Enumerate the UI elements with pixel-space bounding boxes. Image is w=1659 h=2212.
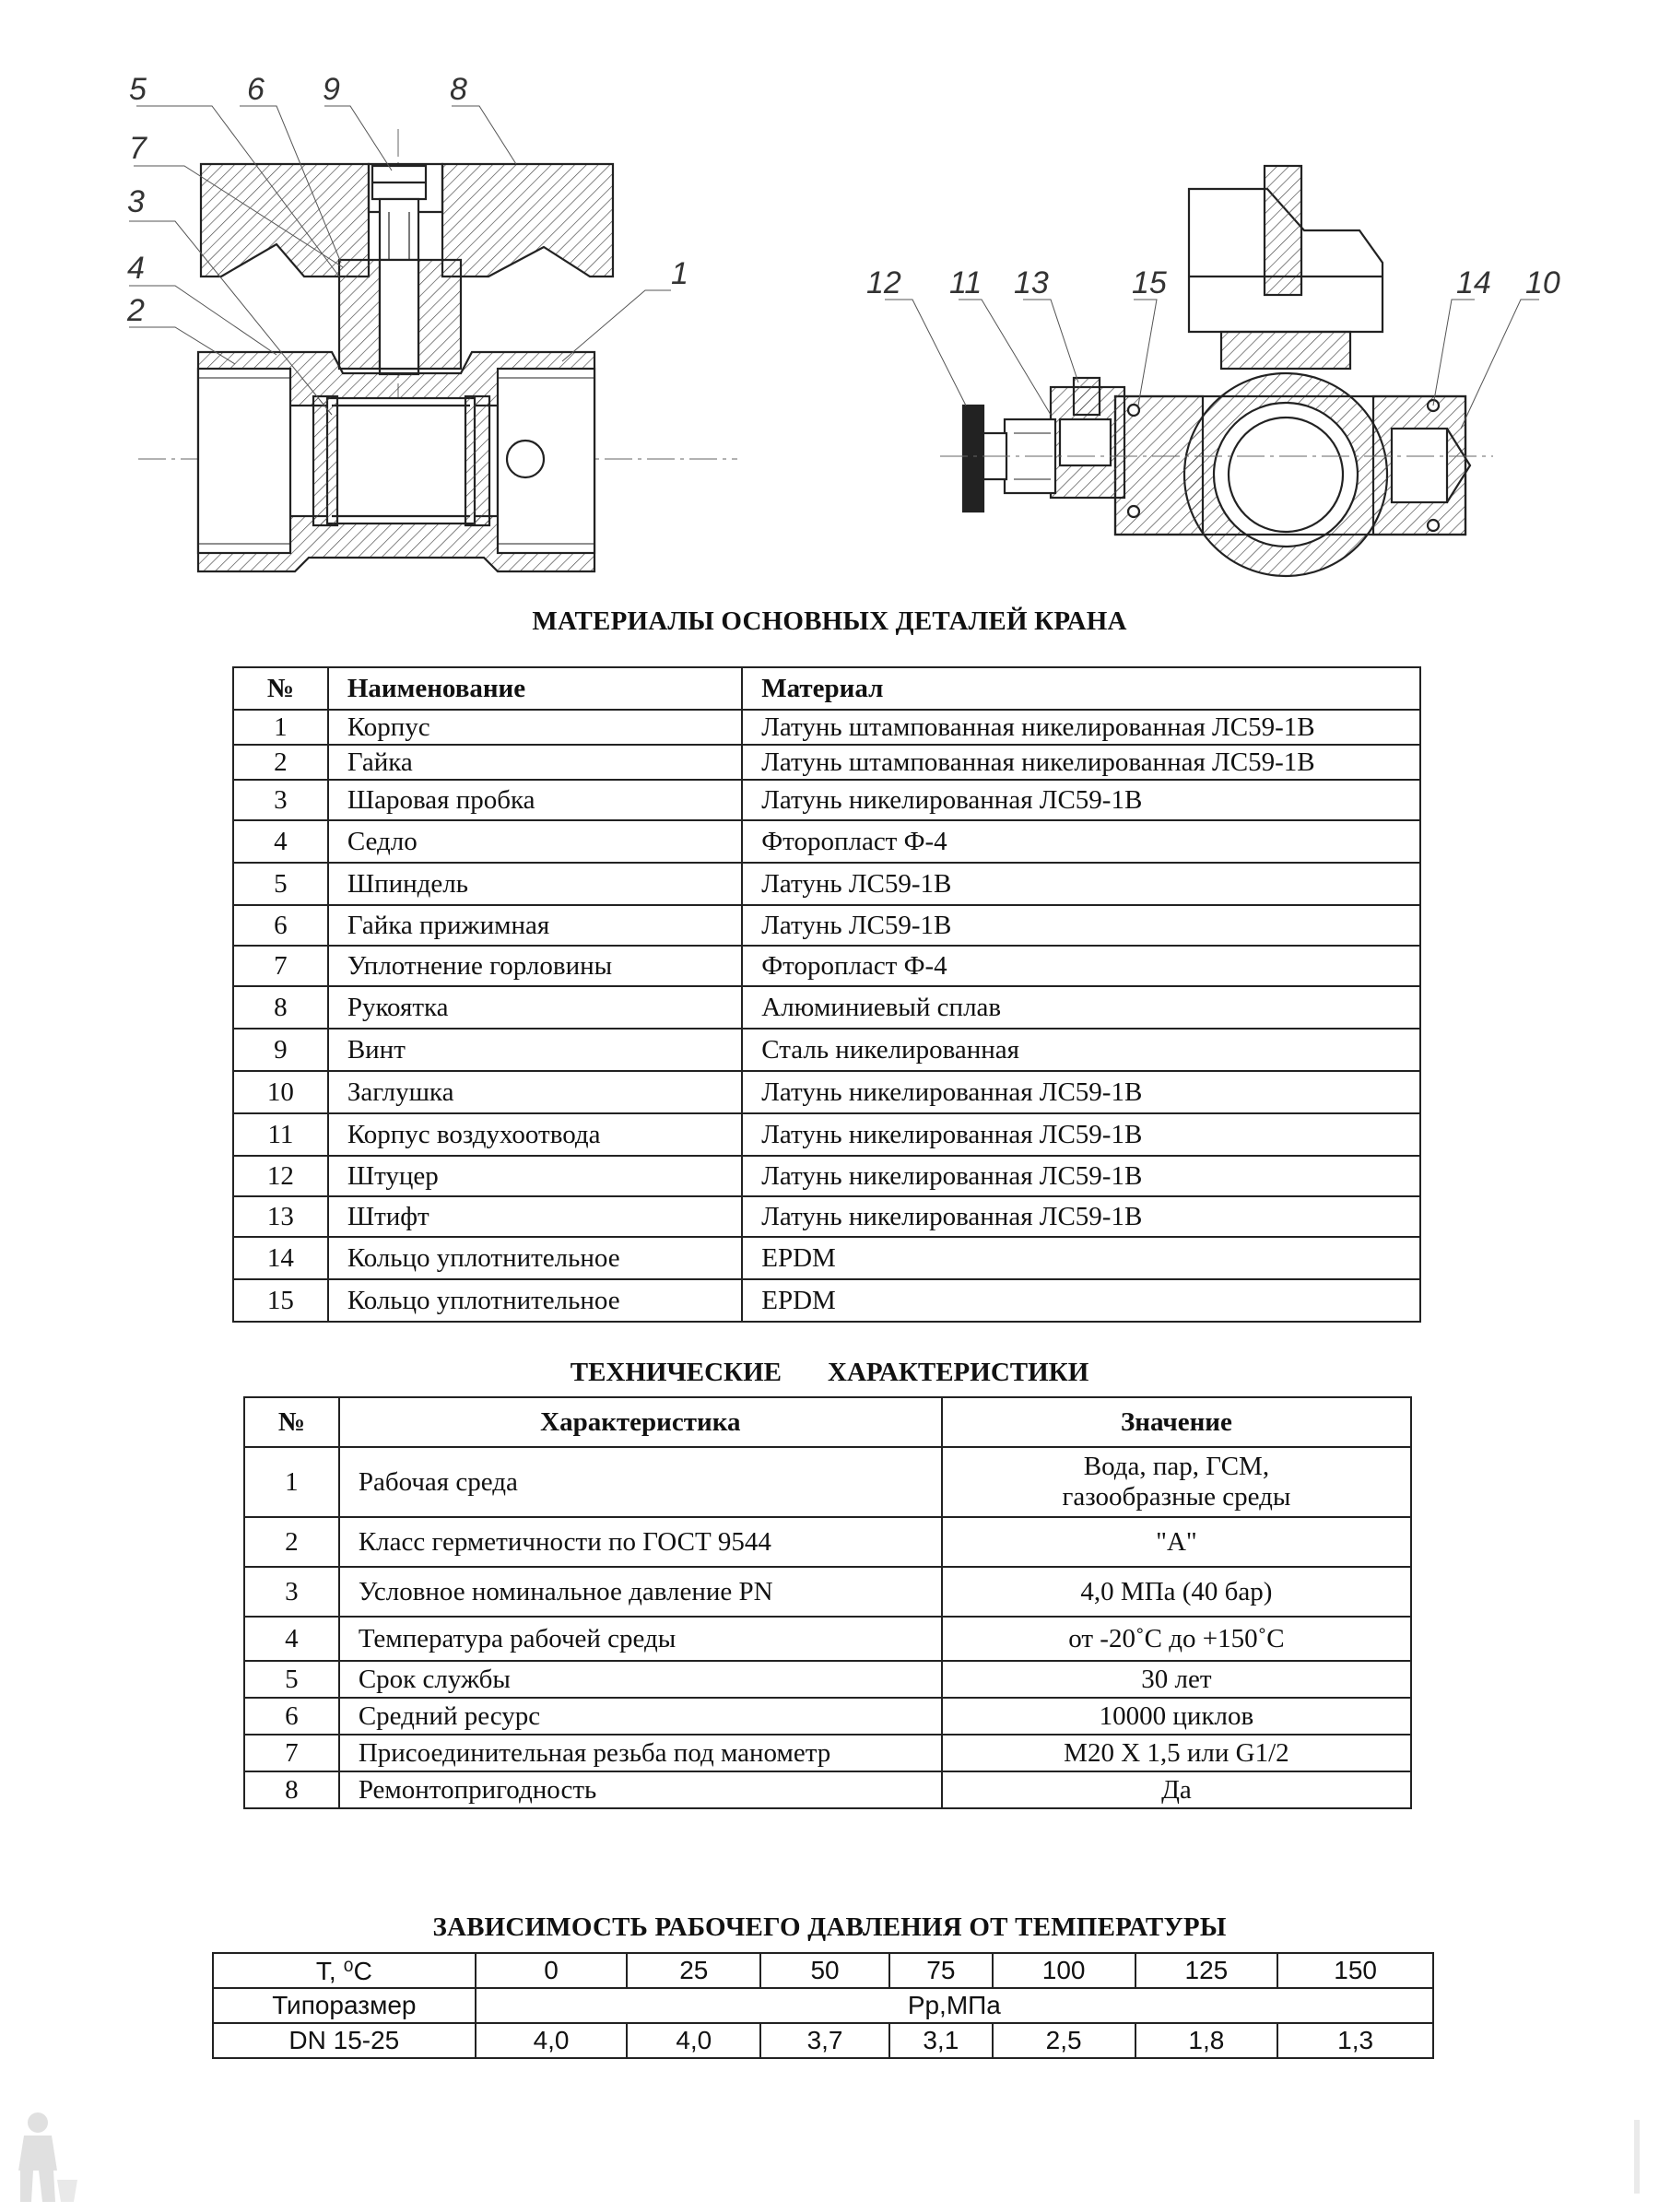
- air-vent-section-drawing: [940, 166, 1493, 576]
- callout-12: 12: [866, 265, 901, 300]
- materials-row: [233, 986, 1420, 1029]
- tech-row: [244, 1447, 1411, 1517]
- callout-8: 8: [450, 72, 467, 107]
- tech-value-line: Да: [1161, 1774, 1192, 1805]
- tech-value-line: 30 лет: [1141, 1664, 1212, 1694]
- temp-cell: 100: [993, 1953, 1135, 1988]
- tech-cell-num: 1: [244, 1447, 339, 1517]
- plumber-watermark-icon: [6, 2106, 79, 2207]
- temp-label: Т, ⁰С: [213, 1953, 476, 1988]
- tech-value-line: М20 Х 1,5 или G1/2: [1064, 1737, 1289, 1768]
- materials-row: [233, 710, 1420, 745]
- pressure-value: 1,3: [1277, 2023, 1433, 2058]
- materials-title: МАТЕРИАЛЫ ОСНОВНЫХ ДЕТАЛЕЙ КРАНА: [532, 606, 1127, 636]
- tech-row: [244, 1735, 1411, 1771]
- materials-cell-material: EPDM: [742, 1279, 1420, 1322]
- callout-14: 14: [1456, 265, 1491, 300]
- materials-row: [233, 905, 1420, 946]
- materials-row: [233, 745, 1420, 780]
- materials-cell-num: 10: [233, 1071, 328, 1113]
- row-label: DN 15-25: [213, 2023, 476, 2058]
- callout-11: 11: [949, 265, 982, 300]
- materials-cell-material: Латунь никелированная ЛС59-1В: [742, 1196, 1420, 1237]
- materials-cell-num: 1: [233, 710, 328, 745]
- tech-value-line: от -20˚С до +150˚С: [1068, 1623, 1285, 1653]
- tech-title-part1: ТЕХНИЧЕСКИЕ: [570, 1358, 782, 1387]
- pressure-table: [212, 1952, 1434, 2059]
- callout-6: 6: [247, 72, 265, 107]
- pressure-title: ЗАВИСИМОСТЬ РАБОЧЕГО ДАВЛЕНИЯ ОТ ТЕМПЕРАТУРЫ: [432, 1912, 1227, 1942]
- materials-table: [232, 666, 1421, 1323]
- materials-cell-material: Латунь ЛС59-1В: [742, 905, 1420, 946]
- unit-label: Рр,МПа: [476, 1988, 1433, 2023]
- tech-row: [244, 1517, 1411, 1567]
- materials-cell-name: Шпиндель: [328, 863, 742, 905]
- materials-cell-name: Кольцо уплотнительное: [328, 1237, 742, 1279]
- temp-cell: 50: [760, 1953, 889, 1988]
- materials-cell-num: 2: [233, 745, 328, 780]
- ball-valve-section-drawing: [138, 129, 737, 571]
- materials-row: [233, 820, 1420, 863]
- materials-row: [233, 1156, 1420, 1196]
- materials-cell-num: 11: [233, 1113, 328, 1156]
- tech-cell-value: [942, 1735, 1411, 1771]
- side-watermark-icon: [1630, 2120, 1644, 2194]
- materials-cell-material: Латунь штампованная никелированная ЛС59-1В: [742, 710, 1420, 745]
- tech-col-char: Характеристика: [339, 1397, 942, 1447]
- tech-cell-char: Ремонтопригодность: [339, 1771, 942, 1808]
- pressure-value: 4,0: [476, 2023, 628, 2058]
- materials-cell-name: Седло: [328, 820, 742, 863]
- materials-cell-num: 5: [233, 863, 328, 905]
- tech-cell-value: [942, 1447, 1411, 1517]
- tech-cell-num: 2: [244, 1517, 339, 1567]
- materials-row: [233, 780, 1420, 820]
- tech-header-row: [244, 1397, 1411, 1447]
- tech-cell-value: [942, 1617, 1411, 1661]
- callout-5: 5: [129, 72, 147, 107]
- callout-10: 10: [1525, 265, 1560, 300]
- materials-cell-material: Фторопласт Ф-4: [742, 946, 1420, 986]
- callout-13: 13: [1014, 265, 1049, 300]
- materials-cell-name: Рукоятка: [328, 986, 742, 1029]
- materials-row: [233, 1029, 1420, 1071]
- materials-row: [233, 946, 1420, 986]
- materials-cell-num: 3: [233, 780, 328, 820]
- tech-value-line-2: газообразные среды: [1062, 1482, 1291, 1512]
- materials-cell-material: Латунь штампованная никелированная ЛС59-1В: [742, 745, 1420, 780]
- materials-cell-material: Латунь никелированная ЛС59-1В: [742, 1156, 1420, 1196]
- tech-row: [244, 1567, 1411, 1617]
- pressure-value: 2,5: [993, 2023, 1135, 2058]
- callout-4: 4: [127, 251, 145, 286]
- tech-cell-num: 4: [244, 1617, 339, 1661]
- tech-value-line: "А": [1156, 1526, 1197, 1557]
- materials-cell-material: Латунь ЛС59-1В: [742, 863, 1420, 905]
- pressure-value: 4,0: [627, 2023, 760, 2058]
- materials-cell-name: Винт: [328, 1029, 742, 1071]
- pressure-value: 1,8: [1135, 2023, 1278, 2058]
- materials-cell-name: Шаровая пробка: [328, 780, 742, 820]
- materials-row: [233, 1071, 1420, 1113]
- callout-9: 9: [323, 72, 340, 107]
- materials-cell-num: 8: [233, 986, 328, 1029]
- materials-row: [233, 1237, 1420, 1279]
- temp-cell: 25: [627, 1953, 760, 1988]
- col-header-name: Наименование: [328, 667, 742, 710]
- materials-cell-material: EPDM: [742, 1237, 1420, 1279]
- materials-cell-num: 12: [233, 1156, 328, 1196]
- tech-cell-num: 3: [244, 1567, 339, 1617]
- materials-row: [233, 1279, 1420, 1322]
- materials-cell-num: 7: [233, 946, 328, 986]
- materials-cell-name: Гайка прижимная: [328, 905, 742, 946]
- materials-cell-name: Кольцо уплотнительное: [328, 1279, 742, 1322]
- materials-row: [233, 1113, 1420, 1156]
- tech-cell-num: 5: [244, 1661, 339, 1698]
- materials-cell-name: Штуцер: [328, 1156, 742, 1196]
- materials-cell-num: 14: [233, 1237, 328, 1279]
- pressure-temp-row: [213, 1953, 1433, 1988]
- pressure-value: 3,1: [889, 2023, 993, 2058]
- materials-cell-num: 9: [233, 1029, 328, 1071]
- temp-cell: 75: [889, 1953, 993, 1988]
- callout-7: 7: [129, 131, 147, 166]
- materials-cell-material: Латунь никелированная ЛС59-1В: [742, 1071, 1420, 1113]
- materials-row: [233, 863, 1420, 905]
- temp-cell: 125: [1135, 1953, 1278, 1988]
- tech-cell-char: Условное номинальное давление PN: [339, 1567, 942, 1617]
- tech-col-num: №: [244, 1397, 339, 1447]
- tech-cell-char: Класс герметичности по ГОСТ 9544: [339, 1517, 942, 1567]
- pressure-value-row: [213, 2023, 1433, 2058]
- materials-cell-num: 4: [233, 820, 328, 863]
- tech-cell-value: [942, 1698, 1411, 1735]
- tech-cell-num: 7: [244, 1735, 339, 1771]
- materials-cell-name: Заглушка: [328, 1071, 742, 1113]
- tech-cell-value: [942, 1567, 1411, 1617]
- tech-row: [244, 1771, 1411, 1808]
- materials-cell-name: Корпус воздухоотвода: [328, 1113, 742, 1156]
- materials-cell-num: 15: [233, 1279, 328, 1322]
- materials-cell-name: Гайка: [328, 745, 742, 780]
- materials-cell-material: Алюминиевый сплав: [742, 986, 1420, 1029]
- tech-row: [244, 1698, 1411, 1735]
- tech-cell-value: [942, 1771, 1411, 1808]
- tech-col-value: Значение: [942, 1397, 1411, 1447]
- materials-header-row: [233, 667, 1420, 710]
- temp-cell: 0: [476, 1953, 628, 1988]
- tech-cell-num: 8: [244, 1771, 339, 1808]
- materials-cell-num: 13: [233, 1196, 328, 1237]
- temp-cell: 150: [1277, 1953, 1433, 1988]
- tech-cell-char: Рабочая среда: [339, 1447, 942, 1517]
- tech-cell-char: Средний ресурс: [339, 1698, 942, 1735]
- tech-cell-value: [942, 1517, 1411, 1567]
- valve-drawings: [0, 0, 1659, 608]
- materials-cell-name: Корпус: [328, 710, 742, 745]
- callout-15: 15: [1132, 265, 1167, 300]
- tech-value-line: Вода, пар, ГСМ,: [1083, 1452, 1270, 1481]
- materials-cell-material: Латунь никелированная ЛС59-1В: [742, 1113, 1420, 1156]
- tech-cell-char: Температура рабочей среды: [339, 1617, 942, 1661]
- tech-cell-num: 6: [244, 1698, 339, 1735]
- tech-cell-char: Срок службы: [339, 1661, 942, 1698]
- materials-cell-material: Фторопласт Ф-4: [742, 820, 1420, 863]
- pressure-unit-row: [213, 1988, 1433, 2023]
- pressure-value: 3,7: [760, 2023, 889, 2058]
- tech-table: [243, 1396, 1412, 1809]
- tech-title: [0, 1358, 1659, 1388]
- tech-value-line: 10000 циклов: [1099, 1700, 1254, 1731]
- size-label: Типоразмер: [213, 1988, 476, 2023]
- callout-1: 1: [671, 256, 688, 291]
- tech-row: [244, 1617, 1411, 1661]
- materials-cell-material: Сталь никелированная: [742, 1029, 1420, 1071]
- col-header-num: №: [233, 667, 328, 710]
- callout-3: 3: [127, 184, 145, 219]
- materials-cell-material: Латунь никелированная ЛС59-1В: [742, 780, 1420, 820]
- callout-2: 2: [127, 293, 145, 328]
- tech-value-line: 4,0 МПа (40 бар): [1080, 1576, 1273, 1606]
- tech-cell-value: [942, 1661, 1411, 1698]
- tech-cell-char: Присоединительная резьба под манометр: [339, 1735, 942, 1771]
- col-header-material: Материал: [742, 667, 1420, 710]
- materials-cell-name: Штифт: [328, 1196, 742, 1237]
- tech-title-part2: ХАРАКТЕРИСТИКИ: [828, 1358, 1089, 1387]
- materials-row: [233, 1196, 1420, 1237]
- materials-cell-name: Уплотнение горловины: [328, 946, 742, 986]
- materials-cell-num: 6: [233, 905, 328, 946]
- tech-row: [244, 1661, 1411, 1698]
